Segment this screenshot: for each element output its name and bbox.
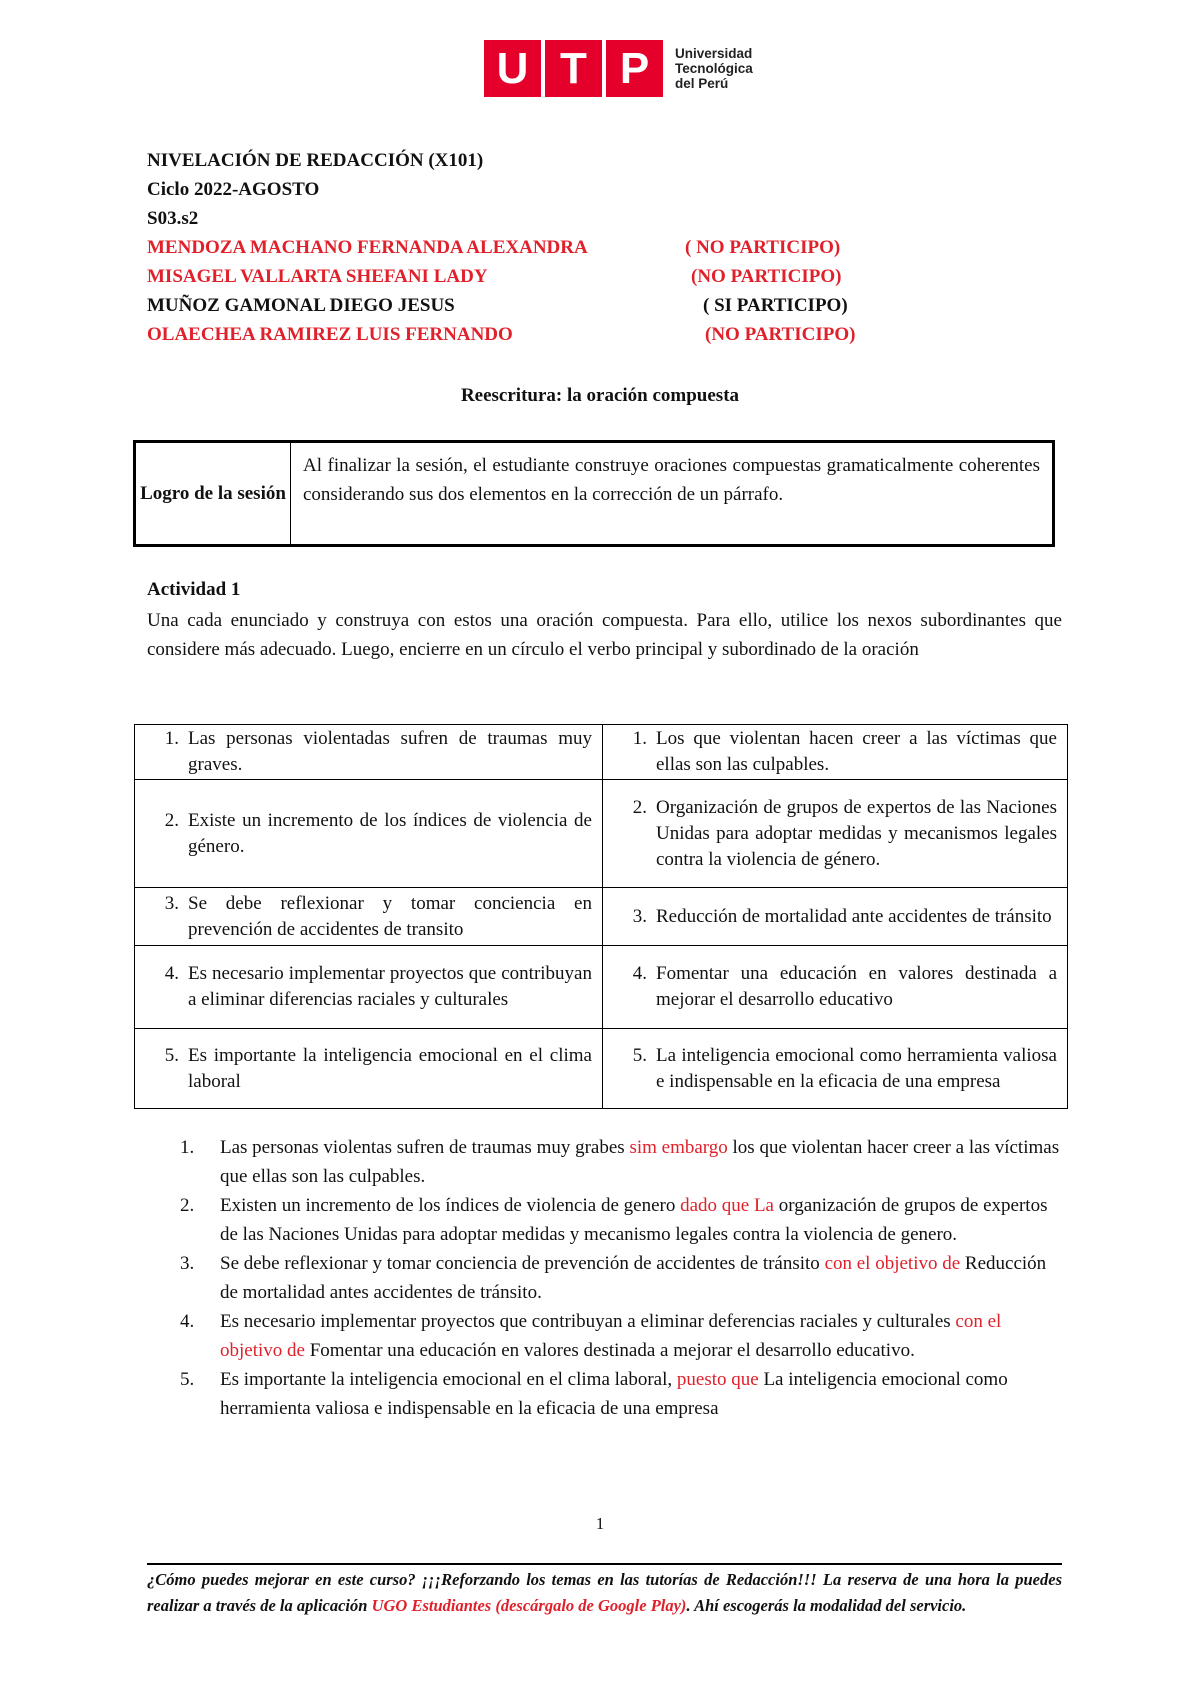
- course-cycle: Ciclo 2022-AGOSTO: [147, 179, 320, 200]
- answer-item: [180, 1365, 1060, 1423]
- answer-item: [180, 1307, 1060, 1365]
- activity-table: [134, 724, 1068, 1109]
- item-number: 4.: [164, 963, 179, 984]
- logo-letter-u: U: [484, 40, 541, 97]
- item-number: 5.: [164, 1044, 179, 1066]
- student-status: (NO PARTICIPO): [705, 324, 856, 345]
- footer-divider: [147, 1563, 1062, 1565]
- answer-number: 4.: [180, 1311, 195, 1332]
- table-row: [135, 725, 1068, 780]
- utp-logo: [484, 40, 753, 97]
- statement-left: Existe un incremento de los índices de violencia de género.: [188, 809, 592, 857]
- table-cell: [603, 888, 1068, 946]
- logo-line-3: del Perú: [675, 76, 729, 91]
- student-row: [147, 233, 841, 262]
- footer-app-link[interactable]: UGO Estudiantes (descárgalo de Google Play): [371, 1596, 687, 1615]
- answer-connector: sim embargo: [629, 1137, 728, 1158]
- student-row: [147, 262, 842, 291]
- student-status: ( SI PARTICIPO): [703, 295, 848, 316]
- statement-right: Reducción de mortalidad ante accidentes de tránsito: [656, 905, 1052, 927]
- item-number: 2.: [164, 809, 179, 831]
- answer-part-b: organización de grupos de expertos de las Naciones Unidas para adoptar medidas y mecanismo legales contra la violencia de genero.: [220, 1195, 1048, 1245]
- item-number: 1.: [164, 728, 179, 749]
- document-header: [147, 146, 856, 349]
- footer-text-a: ¿Cómo puedes mejorar en este curso? ¡¡¡Reforzando los temas en las tutorías de Redacción!!! La reserva de una hora la puedes realizar a través de la aplicación: [147, 1570, 1062, 1615]
- student-row: [147, 291, 848, 320]
- activity-instructions: Una cada enunciado y construya con estos una oración compuesta. Para ello, utilice los nexos subordinantes que considere más adecuado. Luego, encierre en un círculo el verbo principal y subordinado de la oración: [147, 610, 1062, 660]
- table-row: [135, 780, 1068, 888]
- statement-left: Es importante la inteligencia emocional en el clima laboral: [188, 1044, 592, 1092]
- answer-connector: con el objetivo de: [824, 1253, 961, 1274]
- logo-line-2: Tecnológica: [675, 61, 753, 76]
- item-number: 4.: [632, 963, 647, 984]
- table-cell: [603, 1029, 1068, 1109]
- student-name: MENDOZA MACHANO FERNANDA ALEXANDRA: [147, 237, 588, 258]
- student-name: OLAECHEA RAMIREZ LUIS FERNANDO: [147, 324, 513, 345]
- student-row: [147, 320, 856, 349]
- page-title: Reescritura: la oración compuesta: [460, 385, 740, 406]
- answer-number: 2.: [180, 1195, 195, 1216]
- table-cell: [603, 725, 1068, 780]
- answer-item: [180, 1191, 1060, 1249]
- table-row: [135, 1029, 1068, 1109]
- answer-item: [180, 1133, 1060, 1191]
- answer-part-a: Se debe reflexionar y tomar conciencia de prevención de accidentes de tránsito: [220, 1253, 825, 1274]
- answers-list: [180, 1133, 1060, 1423]
- answer-part-a: Es importante la inteligencia emocional en el clima laboral,: [220, 1369, 677, 1390]
- answer-connector: dado que La: [680, 1195, 774, 1216]
- answer-part-b: los que violentan hacer creer a las víctimas que ellas son las culpables.: [220, 1137, 1060, 1187]
- answer-part-b: Fomentar una educación en valores destinada a mejorar el desarrollo educativo.: [304, 1340, 915, 1361]
- table-cell: [603, 946, 1068, 1029]
- answer-number: 1.: [180, 1137, 195, 1158]
- answer-part-b: Reducción de mortalidad antes accidentes de tránsito.: [220, 1253, 1047, 1303]
- item-number: 2.: [632, 796, 647, 818]
- footer-note: [147, 1567, 1062, 1619]
- activity-title: Actividad 1: [147, 579, 241, 600]
- logo-letter-t: T: [545, 40, 602, 97]
- logo-text: [675, 46, 753, 91]
- statement-right: Los que violentan hacen creer a las víctimas que ellas son las culpables.: [656, 728, 1057, 775]
- table-row: [135, 888, 1068, 946]
- statement-right: Fomentar una educación en valores destinada a mejorar el desarrollo educativo: [656, 963, 1057, 1010]
- page-number: 1: [595, 1514, 605, 1533]
- table-cell: [603, 780, 1068, 888]
- table-cell: [135, 780, 603, 888]
- student-name: MUÑOZ GAMONAL DIEGO JESUS: [147, 295, 455, 316]
- student-status: (NO PARTICIPO): [691, 266, 842, 287]
- table-cell: [135, 1029, 603, 1109]
- logro-text: Al finalizar la sesión, el estudiante construye oraciones compuestas gramaticalmente coherentes considerando sus dos elementos en la corrección de un párrafo.: [303, 455, 1040, 505]
- table-row: [135, 946, 1068, 1029]
- student-status: ( NO PARTICIPO): [685, 237, 841, 258]
- answer-item: [180, 1249, 1060, 1307]
- answer-part-a: Las personas violentas sufren de traumas muy grabes: [220, 1137, 630, 1158]
- answer-connector: puesto que: [676, 1369, 759, 1390]
- table-cell: [135, 725, 603, 780]
- answer-part-a: Existen un incremento de los índices de violencia de genero: [220, 1195, 681, 1216]
- table-cell: [135, 946, 603, 1029]
- course-section: S03.s2: [147, 208, 199, 229]
- student-name: MISAGEL VALLARTA SHEFANI LADY: [147, 266, 488, 287]
- table-cell: [135, 888, 603, 946]
- item-number: 3.: [164, 892, 179, 914]
- item-number: 5.: [632, 1044, 647, 1066]
- answer-number: 3.: [180, 1253, 195, 1274]
- statement-right: La inteligencia emocional como herramienta valiosa e indispensable en la eficacia de una empresa: [656, 1044, 1057, 1092]
- answer-part-a: Es necesario implementar proyectos que contribuyan a eliminar deferencias raciales y culturales: [220, 1311, 956, 1332]
- answer-part-b: La inteligencia emocional como herramienta valiosa e indispensable en la eficacia de una empresa: [220, 1369, 1008, 1419]
- answer-number: 5.: [180, 1369, 195, 1390]
- statement-left: Las personas violentadas sufren de traumas muy graves.: [188, 728, 592, 775]
- answer-connector: con el objetivo de: [220, 1311, 1002, 1361]
- footer-text-b: . Ahí escogerás la modalidad del servicio.: [686, 1596, 967, 1615]
- logo-letter-p: P: [606, 40, 663, 97]
- statement-right: Organización de grupos de expertos de las Naciones Unidas para adoptar medidas y mecanismos legales contra la violencia de género.: [656, 796, 1057, 870]
- statement-left: Se debe reflexionar y tomar conciencia en prevención de accidentes de transito: [188, 892, 592, 940]
- logo-line-1: Universidad: [675, 46, 753, 61]
- course-title: NIVELACIÓN DE REDACCIÓN (X101): [147, 150, 484, 171]
- item-number: 1.: [632, 728, 647, 749]
- logro-table: [133, 440, 1055, 547]
- item-number: 3.: [632, 905, 647, 927]
- statement-left: Es necesario implementar proyectos que contribuyan a eliminar diferencias raciales y culturales: [188, 963, 592, 1010]
- logro-label: Logro de la sesión: [136, 443, 291, 544]
